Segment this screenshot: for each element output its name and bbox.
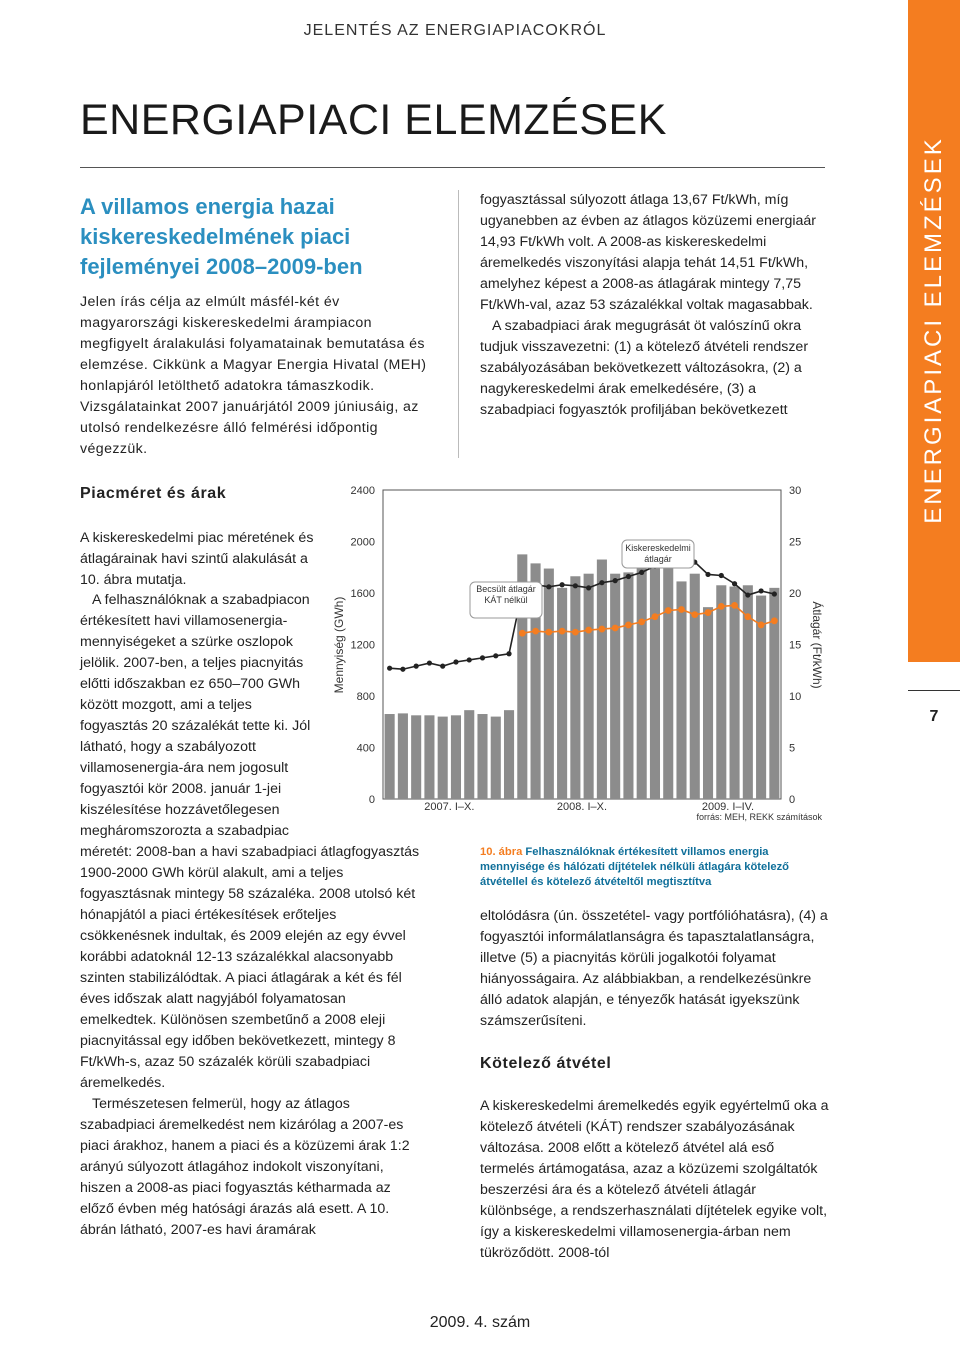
retail-price-point <box>467 657 472 662</box>
estimated-price-point <box>519 630 526 637</box>
bar <box>703 607 713 799</box>
retail-price-point <box>506 651 511 656</box>
section-title: ENERGIAPIACI ELEMZÉSEK <box>80 96 667 144</box>
retail-price-point <box>626 574 631 579</box>
estimated-price-point <box>585 627 592 634</box>
bar <box>451 715 461 799</box>
retail-price-point <box>427 660 432 665</box>
figure-source: forrás: MEH, REKK számítások <box>696 812 822 822</box>
retail-price-point <box>573 583 578 588</box>
y-left-tick-label: 0 <box>368 794 375 806</box>
retail-price-point <box>759 588 764 593</box>
y-right-tick-label: 10 <box>789 691 802 703</box>
article-title: A villamos energia hazai kiskereskedelmének piaci fejleményei 2008–2009-ben <box>80 194 363 279</box>
article-lead: Jelen írás célja az elmúlt másfél-két év magyarországi kiskereskedelmi árampiacon megfigyelt áralakulási folyamatainak bemutatása és elemzése. Cikkünk a Magyar Energia Hivatal (MEH) honlapjáról letölthető adatokra támaszkodik. Vizsgálatainkat 2007 januárjától 2009 júniusáig, az utolsó rendelkezésre álló felmérési időpontig végezzük. <box>80 294 427 457</box>
retail-price-point <box>732 581 737 586</box>
running-title: JELENTÉS AZ ENERGIAPIACOKRÓL <box>303 22 607 39</box>
retail-price-point <box>639 570 644 575</box>
retail-price-point <box>772 591 777 596</box>
bar <box>464 710 474 799</box>
bar <box>597 560 607 799</box>
estimated-price-point <box>612 625 619 632</box>
figure-number: 10. ábra <box>480 846 523 858</box>
side-divider <box>908 690 960 691</box>
estimated-price-point <box>559 628 566 635</box>
y-right-tick-label: 0 <box>789 794 796 806</box>
estimated-price-point <box>705 609 712 616</box>
bar <box>650 547 660 799</box>
y-right-tick-label: 20 <box>789 588 802 600</box>
y-left-tick-label: 1200 <box>350 639 375 652</box>
retail-price-point <box>453 659 458 664</box>
page-number: 7 <box>929 708 939 725</box>
retail-price-point <box>480 655 485 660</box>
bar <box>690 574 700 799</box>
callout-retail-text: Kiskereskedelmi átlagár <box>625 543 691 564</box>
retail-price-point <box>705 572 710 577</box>
section-heading-market: Piacméret és árak <box>80 485 227 502</box>
figure-10-chart <box>325 470 835 830</box>
estimated-price-point <box>599 626 606 633</box>
bar <box>557 588 567 799</box>
bar <box>491 717 501 799</box>
y-right-tick-label: 5 <box>789 742 796 755</box>
y-axis-right-label: Átlagár (Ft/kWh) <box>810 601 824 689</box>
estimated-price-point <box>532 628 539 635</box>
retail-price-point <box>493 653 498 658</box>
estimated-price-point <box>731 602 738 609</box>
figure-caption-text: Felhasználóknak értékesített villamos energia mennyisége és hálózati díjtételek nélküli átlagára kötelező átvétellel és kötelező átvételtől megtisztítva <box>480 846 790 888</box>
left-paragraph-2: A felhasználóknak a szabadpiacon értékesített havi villamosenergia-mennyiségeket a szürke oszlopok jelölik. 2007-ben, a teljes piacnyitás előtti időszakban ez 650–700 GWh között mozgott, ami a teljes fogyasztás 20 százalékát tette ki. Jól látható, hogy a szabályozott villamosenergia-ára nem jogosult fogyasztói kör 2008. január 1-jei kiszélesítése hozzávetőlegesen megháromszorozta a szabadpiac méretét: 2008-ban a havi szabadpiaci átlagfogyasztás 1900-2000 GWh körül alakult, ami a teljes fogyasztásnak mintegy 58 százaléka. 2008 utolsó két hónapjától a piaci értékesítések erőteljes csökkenésnek indultak, és 2009 elején az egy évvel korábbi adatoknál 12-13 százalékkal alacsonyabb szinten stabilizálódtak. A piaci átlagárak a két és fél éves időszak alatt nagyjából folyamatosan emelkedtek. Különösen szembetűnő a 2008 eleji piacnyitással egy időben bekövetkezett, mintegy 8 Ft/kWh-s, azaz 50 százalék körüli szabadpiaci áremelkedés. <box>80 592 420 1091</box>
bar <box>438 717 448 799</box>
y-right-tick-label: 25 <box>789 536 802 549</box>
y-axis-left-label: Mennyiség (GWh) <box>332 596 346 694</box>
left-paragraph-3: Természetesen felmerül, hogy az átlagos szabadpiaci áremelkedést nem kizárólag a 2007-es piaci árakhoz, hanem a piaci és a közüzemi árak 1:2 arányú súlyozott átlagához indokolt viszonyítani, hiszen a 2008-as piaci fogyasztás kétharmada az előző évben még hatósági árazás alá esett. A 10. ábrán látható, 2007-es havi áramárak <box>80 1096 410 1238</box>
right-paragraph-3: eltolódásra (ún. összetétel- vagy portfólióhatásra), (4) a fogyasztói informálatlanságra és tapasztalatlanságra, illetve (5) a piacnyitás körüli jogalkotói folyamat hiányosságaira. Az alábbiakban, a rendelkezésünkre álló adatok alapján, e tényezők hatását igyekszünk számszerűsíteni. <box>480 908 828 1029</box>
bar <box>676 581 686 799</box>
right-column-bottom <box>480 906 832 1032</box>
estimated-price-point <box>665 607 672 614</box>
x-period-label: 2008. I–X. <box>556 801 608 813</box>
right-column-top <box>480 190 832 421</box>
bar <box>716 585 726 799</box>
retail-price-point <box>745 592 750 597</box>
retail-price-point <box>560 582 565 587</box>
bar <box>610 574 620 799</box>
right-paragraph-2: A szabadpiaci árak megugrását öt valószínű okra tudjuk visszavezetni: (1) a kötelező átvételi rendszer szabályozásában bekövetkezett változásokra, (2) a nagykereskedelmi árak emelkedésére, (3) a szabadpiaci fogyasztók profiljában bekövetkezett <box>480 318 809 418</box>
column-divider <box>458 190 459 458</box>
side-band-label: ENERGIAPIACI ELEMZÉSEK <box>920 136 947 524</box>
callout-retail <box>622 540 694 569</box>
retail-price-point <box>719 573 724 578</box>
bar <box>411 715 421 799</box>
y-left-tick-label: 1600 <box>350 588 375 600</box>
figure-caption <box>480 845 825 890</box>
estimated-price-point <box>758 622 765 629</box>
estimated-price-point <box>771 617 778 624</box>
callout-estimated <box>470 582 542 618</box>
x-period-label: 2007. I–X. <box>424 801 475 813</box>
callout-estimated-text: Becsült átlagár KÁT nélkül <box>476 584 536 605</box>
estimated-price-point <box>718 603 725 610</box>
bar <box>477 714 487 799</box>
retail-price-point <box>613 578 618 583</box>
bar <box>584 574 594 799</box>
title-divider <box>80 167 825 168</box>
y-right-tick-label: 30 <box>789 485 802 497</box>
retail-price-point <box>400 667 405 672</box>
y-left-tick-label: 800 <box>356 691 375 703</box>
bar <box>544 569 554 799</box>
estimated-price-point <box>652 613 659 620</box>
estimated-price-point <box>638 618 645 625</box>
retail-price-point <box>599 580 604 585</box>
right-paragraph-1: fogyasztással súlyozott átlaga 13,67 Ft/kWh, míg ugyanebben az évben az átlagos közüzemi energiaár 14,93 Ft/kWh volt. A 2008-as kiskereskedelmi áremelkedés viszonyítási alapja tehát 14,51 Ft/kWh, amelyhez képest a 2008-as átlagárak mintegy 7,75 Ft/kWh-val, azaz 53 százalékkal voltak magasabbak. <box>480 192 816 313</box>
retail-price-point <box>546 584 551 589</box>
estimated-price-point <box>691 611 698 618</box>
bar <box>424 715 434 799</box>
retail-price-point <box>414 664 419 669</box>
retail-price-point <box>387 666 392 671</box>
x-period-label: 2009. I–IV. <box>701 801 755 813</box>
bar <box>398 713 408 799</box>
retail-price-point <box>586 585 591 590</box>
bar <box>663 562 673 799</box>
retail-price-point <box>440 664 445 669</box>
estimated-price-point <box>545 629 552 636</box>
bar <box>637 548 647 799</box>
right-column-kat <box>480 1096 832 1264</box>
y-right-tick-label: 15 <box>789 639 802 652</box>
estimated-price-point <box>572 629 579 636</box>
section-heading-kat: Kötelező átvétel <box>480 1055 612 1072</box>
issue-label: 2009. 4. szám <box>429 1314 531 1331</box>
estimated-price-point <box>625 622 632 629</box>
bar <box>570 576 580 799</box>
bar <box>730 587 740 799</box>
right-paragraph-4: A kiskereskedelmi áremelkedés egyik egyértelmű oka a kötelező átvételi (KÁT) rendszer szabályozásának változása. 2008 előtt a kötelező átvétel alá eső termelés ártámogatása, azaz a közüzemi szolgáltatók beszerzési ára és a kötelező átvételi átlagár különbsége, a rendszerhasználati díjtételek egyike volt, így a kiskereskedelmi villamosenergia-árban nem tükröződött. 2008-tól <box>480 1098 829 1261</box>
bar <box>504 710 514 799</box>
y-left-tick-label: 2400 <box>350 485 375 497</box>
bar <box>385 714 395 799</box>
y-left-tick-label: 400 <box>356 742 375 755</box>
y-left-tick-label: 2000 <box>350 536 375 549</box>
left-paragraph-1: A kiskereskedelmi piac méretének és átlagárainak havi szintű alakulását a 10. ábra mutatja. <box>80 530 314 588</box>
estimated-price-point <box>744 613 751 620</box>
estimated-price-point <box>678 606 685 613</box>
bar <box>623 572 633 799</box>
